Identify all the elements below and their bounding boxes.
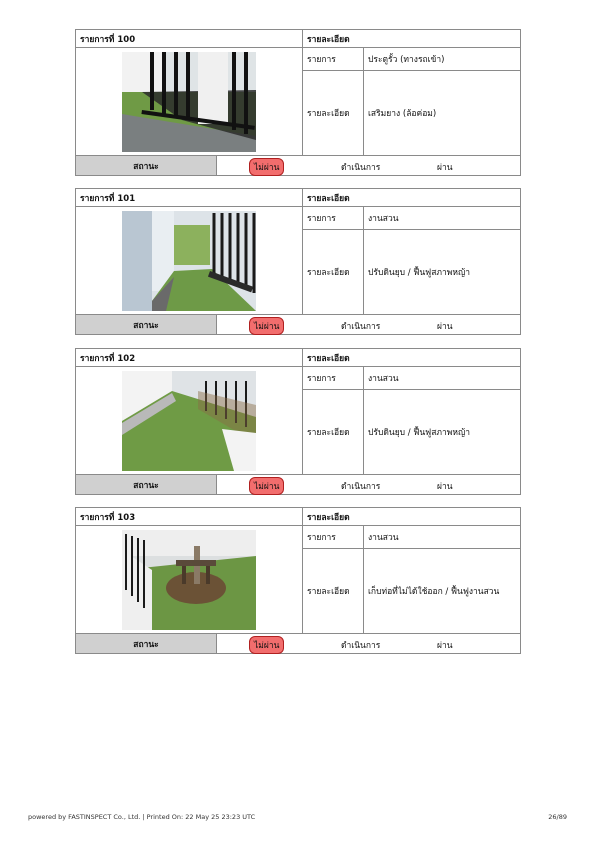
page-footer: powered by FASTINSPECT Co., Ltd. | Printed On: 22 May 25 23:23 UTC	[28, 813, 256, 821]
status-label: สถานะ	[76, 315, 217, 335]
photo-cell	[76, 367, 303, 475]
pipes-garden-photo[interactable]	[122, 530, 256, 630]
card-title: รายการที่ 101	[76, 189, 303, 207]
page-number: 26/89	[548, 813, 567, 821]
status-fail-option[interactable]: ไม่ผ่าน	[249, 158, 284, 176]
detail-label: รายละเอียด	[303, 549, 364, 634]
status-pass-option[interactable]: ผ่าน	[437, 482, 453, 492]
inspection-card-100	[75, 29, 521, 176]
status-fail-option[interactable]: ไม่ผ่าน	[249, 636, 284, 654]
status-label: สถานะ	[76, 475, 217, 495]
photo-cell	[76, 526, 303, 634]
detail-value: เสริมยาง (ล้อค่อม)	[364, 71, 521, 156]
detail-header: รายละเอียด	[303, 349, 521, 367]
photo-cell	[76, 207, 303, 315]
detail-header: รายละเอียด	[303, 30, 521, 48]
card-title: รายการที่ 100	[76, 30, 303, 48]
inspection-card-102	[75, 348, 521, 495]
detail-label: รายละเอียด	[303, 230, 364, 315]
status-pass-option[interactable]: ผ่าน	[437, 322, 453, 332]
status-in-progress-option[interactable]: ดำเนินการ	[341, 641, 381, 651]
status-fail-option[interactable]: ไม่ผ่าน	[249, 477, 284, 495]
detail-header: รายละเอียด	[303, 508, 521, 526]
item-label: รายการ	[303, 367, 364, 390]
side-garden-photo[interactable]	[122, 211, 256, 311]
status-fail-option[interactable]: ไม่ผ่าน	[249, 317, 284, 335]
detail-header: รายละเอียด	[303, 189, 521, 207]
item-value: งานสวน	[364, 367, 521, 390]
status-in-progress-option[interactable]: ดำเนินการ	[341, 482, 381, 492]
lawn-fence-photo[interactable]	[122, 371, 256, 471]
item-label: รายการ	[303, 526, 364, 549]
item-label: รายการ	[303, 48, 364, 71]
status-in-progress-option[interactable]: ดำเนินการ	[341, 163, 381, 173]
gate-rail-photo[interactable]	[122, 52, 256, 152]
detail-value: เก็บท่อที่ไม่ได้ใช้ออก / ฟื้นฟูงานสวน	[364, 549, 521, 634]
card-title: รายการที่ 102	[76, 349, 303, 367]
photo-cell	[76, 48, 303, 156]
item-value: ประตูรั้ว (ทางรถเข้า)	[364, 48, 521, 71]
inspection-card-101	[75, 188, 521, 335]
item-value: งานสวน	[364, 526, 521, 549]
card-title: รายการที่ 103	[76, 508, 303, 526]
status-label: สถานะ	[76, 634, 217, 654]
detail-value: ปรับดินยุบ / ฟื้นฟูสภาพหญ้า	[364, 230, 521, 315]
status-in-progress-option[interactable]: ดำเนินการ	[341, 322, 381, 332]
status-pass-option[interactable]: ผ่าน	[437, 163, 453, 173]
status-pass-option[interactable]: ผ่าน	[437, 641, 453, 651]
inspection-card-103	[75, 507, 521, 654]
item-label: รายการ	[303, 207, 364, 230]
detail-label: รายละเอียด	[303, 390, 364, 475]
detail-label: รายละเอียด	[303, 71, 364, 156]
detail-value: ปรับดินยุบ / ฟื้นฟูสภาพหญ้า	[364, 390, 521, 475]
item-value: งานสวน	[364, 207, 521, 230]
status-label: สถานะ	[76, 156, 217, 176]
